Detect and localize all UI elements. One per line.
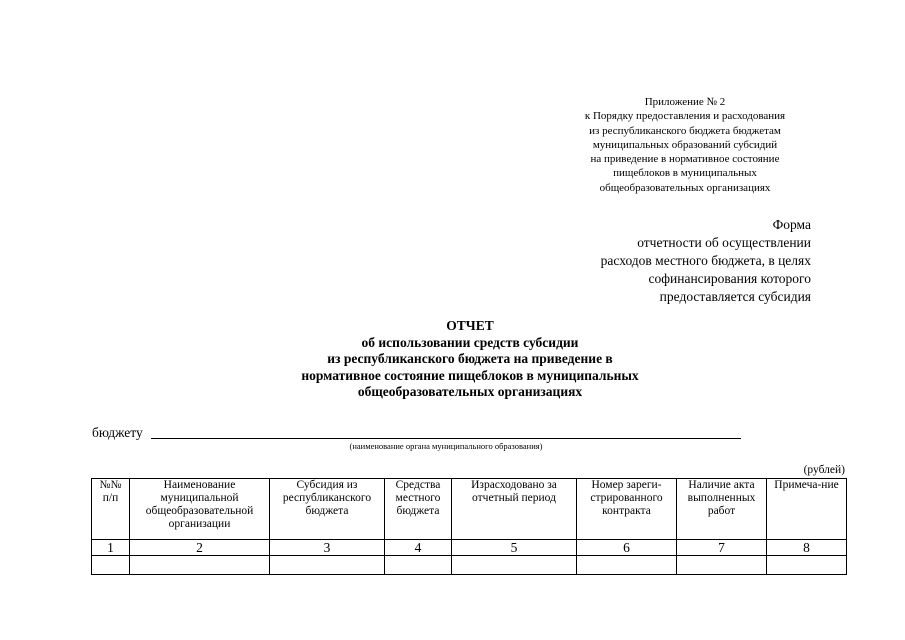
column-number-cell: 3 bbox=[270, 540, 385, 556]
budget-hint: (наименование органа муниципального образования) bbox=[349, 441, 543, 451]
units-label: (рублей) bbox=[803, 464, 845, 476]
form-line: предоставляется субсидия bbox=[659, 289, 811, 304]
table-number-row bbox=[92, 540, 847, 556]
report-title-line: нормативное состояние пищеблоков в муниципальных bbox=[301, 367, 639, 383]
table-cell[interactable] bbox=[677, 556, 767, 575]
column-number-cell: 1 bbox=[92, 540, 130, 556]
report-title-line: из республиканского бюджета на приведение в bbox=[327, 351, 613, 366]
form-line: расходов местного бюджета, в целях bbox=[600, 253, 811, 268]
column-number-cell: 6 bbox=[577, 540, 677, 556]
form-description bbox=[540, 216, 811, 306]
report-title-line: ОТЧЕТ bbox=[446, 318, 494, 333]
column-number-cell: 5 bbox=[452, 540, 577, 556]
header-cell-number: №№ п/п bbox=[92, 479, 130, 540]
column-number-cell: 7 bbox=[677, 540, 767, 556]
header-cell-note: Примеча-ние bbox=[767, 479, 847, 540]
header-cell-work-act: Наличие акта выполненных работ bbox=[677, 479, 767, 540]
table-header-row bbox=[92, 479, 847, 540]
header-cell-spent: Израсходовано за отчетный период bbox=[452, 479, 577, 540]
report-title-line: об использовании средств субсидии bbox=[361, 334, 579, 350]
table-cell[interactable] bbox=[92, 556, 130, 575]
form-line: отчетности об осуществлении bbox=[637, 235, 811, 250]
table-cell[interactable] bbox=[452, 556, 577, 575]
column-number-cell: 2 bbox=[130, 540, 270, 556]
budget-fill-line[interactable] bbox=[151, 438, 741, 439]
table-cell[interactable] bbox=[130, 556, 270, 575]
budget-label: бюджету bbox=[92, 425, 143, 440]
appendix-line: из республиканского бюджета бюджетам bbox=[589, 124, 781, 137]
table-row bbox=[92, 556, 847, 575]
appendix-line: пищеблоков в муниципальных bbox=[613, 167, 757, 180]
table-cell[interactable] bbox=[577, 556, 677, 575]
header-cell-local-funds: Средства местного бюджета bbox=[385, 479, 452, 540]
appendix-line: на приведение в нормативное состояние bbox=[590, 153, 780, 166]
table-cell[interactable] bbox=[767, 556, 847, 575]
report-table bbox=[91, 478, 847, 575]
column-number-cell: 8 bbox=[767, 540, 847, 556]
appendix-note bbox=[560, 95, 810, 195]
form-line: софинансирования которого bbox=[648, 271, 811, 286]
header-cell-organization: Наименование муниципальной общеобразовательной организации bbox=[130, 479, 270, 540]
appendix-line: Приложение № 2 bbox=[644, 96, 726, 108]
header-cell-republican-subsidy: Субсидия из республиканского бюджета bbox=[270, 479, 385, 540]
column-number-cell: 4 bbox=[385, 540, 452, 556]
table-cell[interactable] bbox=[270, 556, 385, 575]
header-cell-contract-number: Номер зареги-стрированного контракта bbox=[577, 479, 677, 540]
table-cell[interactable] bbox=[385, 556, 452, 575]
report-title-line: общеобразовательных организациях bbox=[357, 384, 583, 399]
appendix-line: к Порядку предоставления и расходования bbox=[584, 110, 786, 123]
appendix-line: общеобразовательных организациях bbox=[599, 181, 771, 194]
appendix-line: муниципальных образований субсидий bbox=[592, 138, 778, 151]
report-title bbox=[240, 318, 700, 401]
form-line: Форма bbox=[772, 217, 811, 232]
